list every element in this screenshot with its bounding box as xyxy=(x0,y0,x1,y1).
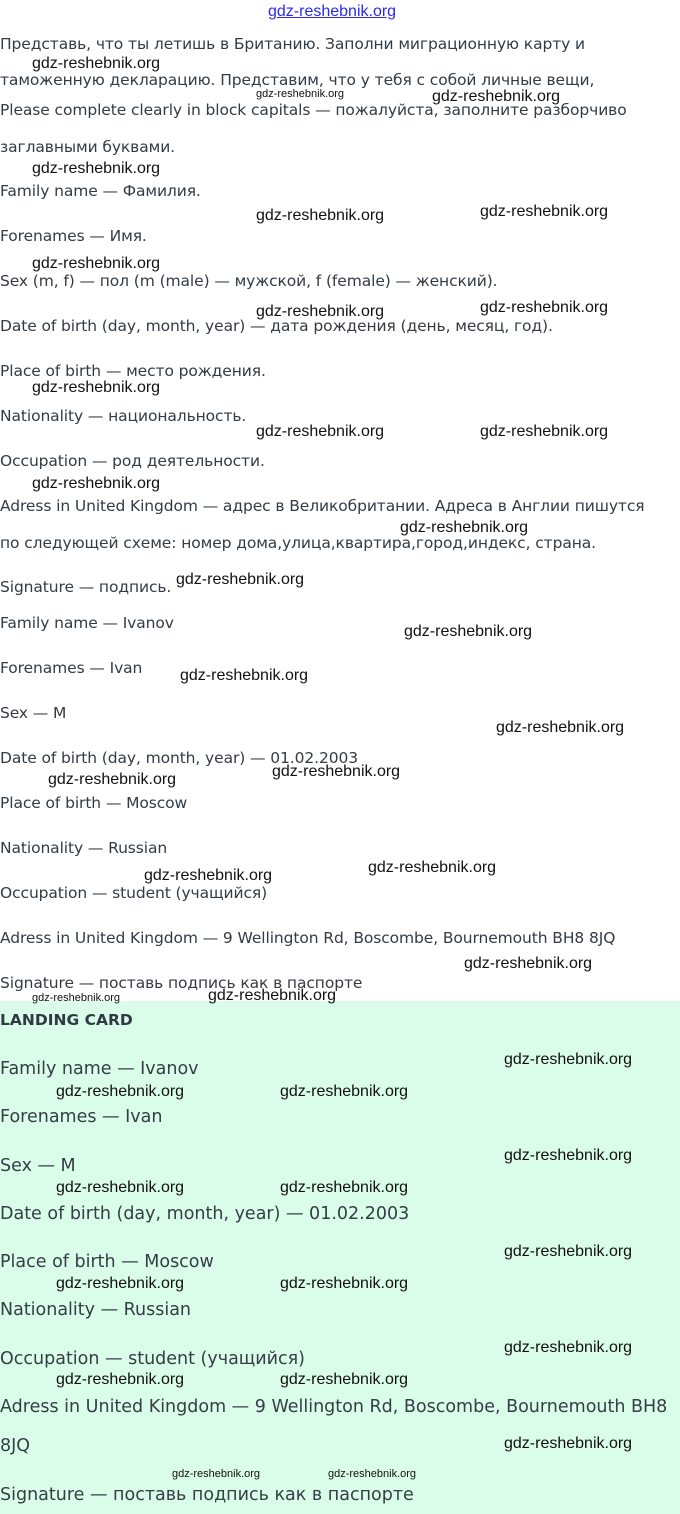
watermark: gdz-reshebnik.org xyxy=(400,519,529,536)
glossary-sex: Sex (m, f) — пол (m (male) — мужской, f (female) — женский). xyxy=(0,272,498,290)
card-nationality: Nationality — Russian xyxy=(0,1300,192,1320)
answer-date-of-birth: Date of birth (day, month, year) — 01.02.2003 xyxy=(0,749,358,767)
card-occupation: Occupation — student (учащийся) xyxy=(0,1349,306,1369)
watermark: gdz-reshebnik.org xyxy=(280,1275,409,1292)
answer-signature: Signature — поставь подпись как в паспорте xyxy=(0,974,363,992)
answer-place-of-birth: Place of birth — Moscow xyxy=(0,794,188,812)
watermark: gdz-reshebnik.org xyxy=(464,955,593,972)
glossary-place-of-birth: Place of birth — место рождения. xyxy=(0,362,266,380)
answer-occupation: Occupation — student (учащийся) xyxy=(0,884,268,902)
watermark: gdz-reshebnik.org xyxy=(504,1435,633,1452)
watermark: gdz-reshebnik.org xyxy=(480,203,609,220)
watermark: gdz-reshebnik.org xyxy=(368,859,497,876)
watermark: gdz-reshebnik.org xyxy=(432,88,561,105)
watermark: gdz-reshebnik.org xyxy=(504,1051,633,1068)
watermark: gdz-reshebnik.org xyxy=(504,1339,633,1356)
watermark: gdz-reshebnik.org xyxy=(180,667,309,684)
glossary-nationality: Nationality — национальность. xyxy=(0,407,247,425)
intro-line-4: заглавными буквами. xyxy=(0,138,176,156)
watermark: gdz-reshebnik.org xyxy=(56,1179,185,1196)
watermark: gdz-reshebnik.org xyxy=(256,88,345,100)
watermark: gdz-reshebnik.org xyxy=(56,1371,185,1388)
glossary-address-1: Adress in United Kingdom — адрес в Великобритании. Адреса в Англии пишутся xyxy=(0,497,645,515)
watermark: gdz-reshebnik.org xyxy=(208,987,337,1004)
watermark: gdz-reshebnik.org xyxy=(480,423,609,440)
watermark: gdz-reshebnik.org xyxy=(256,423,385,440)
watermark: gdz-reshebnik.org xyxy=(32,475,161,492)
watermark: gdz-reshebnik.org xyxy=(32,160,161,177)
card-sex: Sex — M xyxy=(0,1156,76,1176)
watermark: gdz-reshebnik.org xyxy=(32,379,161,396)
watermark: gdz-reshebnik.org xyxy=(272,763,401,780)
glossary-family-name: Family name — Фамилия. xyxy=(0,182,201,200)
watermark: gdz-reshebnik.org xyxy=(32,55,161,72)
intro-line-3: Please complete clearly in block capitals — пожалуйста, заполните разборчиво xyxy=(0,101,627,119)
answer-address: Adress in United Kingdom — 9 Wellington Rd, Boscombe, Bournemouth BH8 8JQ xyxy=(0,929,616,947)
watermark: gdz-reshebnik.org xyxy=(32,255,161,272)
glossary-address-2: по следующей схеме: номер дома,улица,квартира,город,индекс, страна. xyxy=(0,534,596,552)
watermark: gdz-reshebnik.org xyxy=(256,303,385,320)
watermark: gdz-reshebnik.org xyxy=(172,1468,261,1480)
glossary-signature: Signature — подпись. xyxy=(0,578,172,596)
answer-nationality: Nationality — Russian xyxy=(0,839,168,857)
card-forenames: Forenames — Ivan xyxy=(0,1107,163,1127)
watermark: gdz-reshebnik.org xyxy=(48,771,177,788)
watermark: gdz-reshebnik.org xyxy=(256,207,385,224)
watermark: gdz-reshebnik.org xyxy=(32,992,121,1004)
glossary-occupation: Occupation — род деятельности. xyxy=(0,452,265,470)
watermark: gdz-reshebnik.org xyxy=(504,1147,633,1164)
header-site-link[interactable]: gdz-reshebnik.org xyxy=(268,3,397,20)
answer-family-name: Family name — Ivanov xyxy=(0,614,174,632)
card-signature: Signature — поставь подпись как в паспорте xyxy=(0,1485,414,1505)
watermark: gdz-reshebnik.org xyxy=(144,867,273,884)
watermark: gdz-reshebnik.org xyxy=(496,719,625,736)
card-date-of-birth: Date of birth (day, month, year) — 01.02.2003 xyxy=(0,1204,410,1224)
answer-sex: Sex — M xyxy=(0,704,67,722)
watermark: gdz-reshebnik.org xyxy=(280,1179,409,1196)
watermark: gdz-reshebnik.org xyxy=(404,623,533,640)
intro-line-1: Представь, что ты летишь в Британию. Заполни миграционную карту и xyxy=(0,35,586,53)
glossary-date-of-birth: Date of birth (day, month, year) — дата рождения (день, месяц, год). xyxy=(0,317,553,335)
watermark: gdz-reshebnik.org xyxy=(328,1468,417,1480)
watermark: gdz-reshebnik.org xyxy=(56,1083,185,1100)
intro-line-2: таможенную декларацию. Представим, что у тебя с собой личные вещи, xyxy=(0,71,595,89)
glossary-forenames: Forenames — Имя. xyxy=(0,227,147,245)
watermark: gdz-reshebnik.org xyxy=(56,1275,185,1292)
landing-card-title: LANDING CARD xyxy=(0,1011,133,1029)
card-address-2: 8JQ xyxy=(0,1436,31,1456)
watermark: gdz-reshebnik.org xyxy=(280,1371,409,1388)
card-family-name: Family name — Ivanov xyxy=(0,1059,199,1079)
card-place-of-birth: Place of birth — Moscow xyxy=(0,1252,214,1272)
watermark: gdz-reshebnik.org xyxy=(280,1083,409,1100)
watermark: gdz-reshebnik.org xyxy=(176,571,305,588)
answer-forenames: Forenames — Ivan xyxy=(0,659,143,677)
watermark: gdz-reshebnik.org xyxy=(480,299,609,316)
card-address-1: Adress in United Kingdom — 9 Wellington Rd, Boscombe, Bournemouth BH8 xyxy=(0,1397,668,1417)
watermark: gdz-reshebnik.org xyxy=(504,1243,633,1260)
